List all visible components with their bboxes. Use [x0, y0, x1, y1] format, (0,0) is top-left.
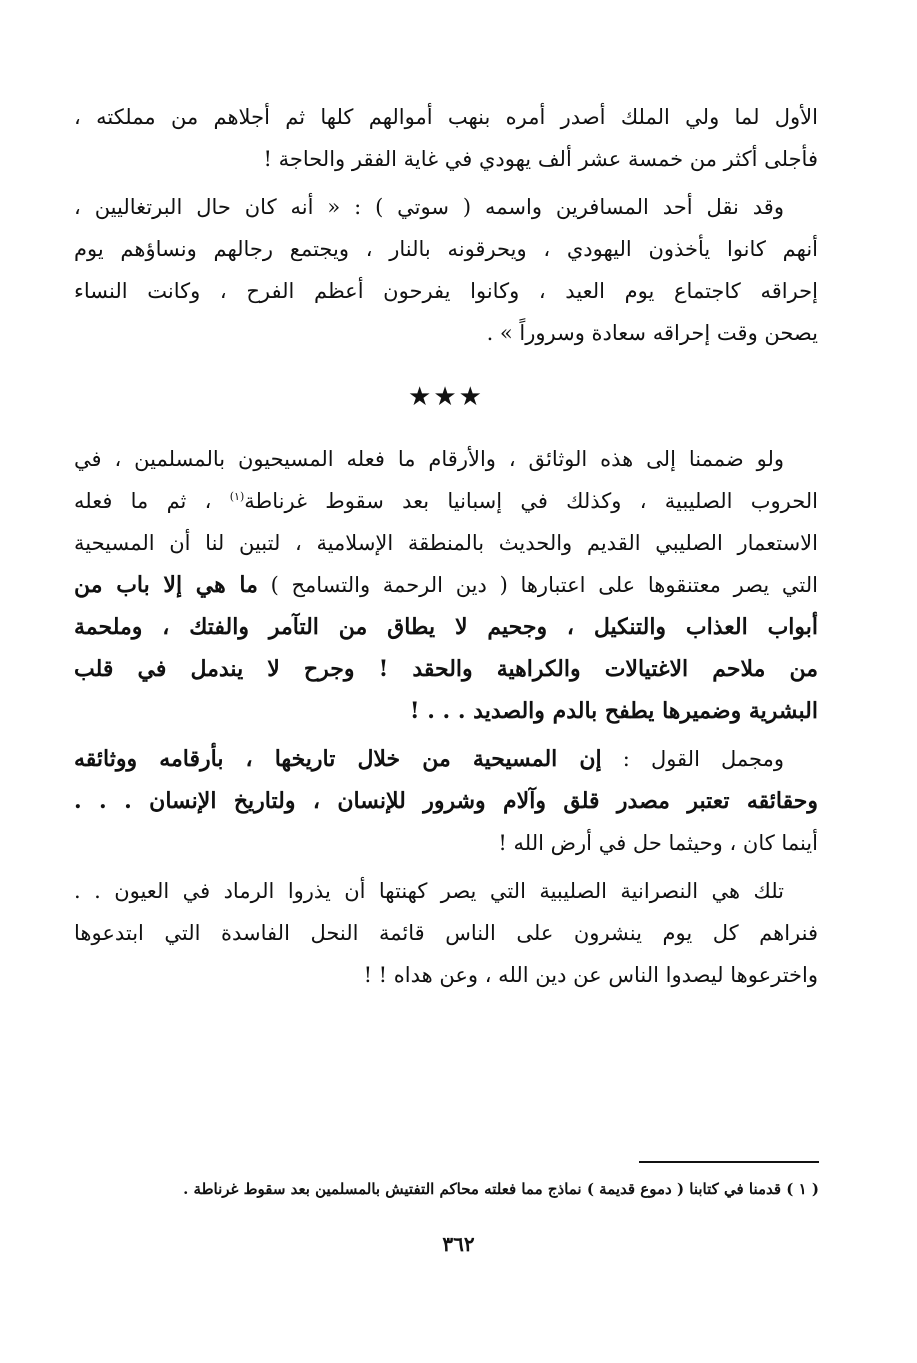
text-segment: ومجمل القول : [601, 747, 784, 771]
section-separator-stars: ★★★ [408, 382, 484, 412]
paragraph-5 [74, 870, 818, 996]
text-line: الاستعمار الصليبي القديم والحديث بالمنطقة الإسلامية ، لتبين لنا أن المسيحية [74, 531, 818, 555]
emphasis-text: إن المسيحية من خلال تاريخها ، بأرقامه ووثائقه [74, 746, 602, 772]
emphasis-line: أبواب العذاب والتنكيل ، وجحيم لا يطاق من التآمر والفتك ، وملحمة [74, 614, 818, 640]
text-line [74, 564, 818, 606]
text-line [74, 480, 818, 522]
text-line: إحراقه كاجتماع يوم العيد ، وكانوا يفرحون أعظم الفرح ، وكانت النساء [74, 279, 818, 303]
footnote: ( ١ ) قدمنا في كتابنا ( دموع قديمة ) نماذج مما فعلته محاكم التفتيش بالمسلمين بعد سقوط غرناطة . [183, 1180, 819, 1198]
text-segment: الحروب الصليبية ، وكذلك في إسبانيا بعد سقوط غرناطة [244, 489, 818, 513]
footnote-reference: (١) [229, 490, 245, 503]
text-line: فنراهم كل يوم ينشرون على الناس قائمة النحل الفاسدة التي ابتدعوها [74, 921, 818, 945]
paragraph-4 [74, 738, 818, 864]
emphasis-text: ما هي إلا باب من [74, 572, 258, 598]
emphasis-line: وحقائقه تعتبر مصدر قلق وآلام وشرور للإنسان ، ولتاريخ الإنسان . . . [74, 788, 818, 814]
paragraph-1 [74, 96, 818, 180]
text-line [74, 738, 818, 780]
text-segment: ، ثم ما فعله [74, 489, 230, 513]
emphasis-line: من ملاحم الاغتيالات والكراهية والحقد ! وجرح لا يندمل في قلب [74, 656, 818, 682]
emphasis-line: البشرية وضميرها يطفح بالدم والصديد . . . ! [409, 698, 818, 724]
paragraph-3 [74, 438, 818, 732]
text-line: الأول لما ولي الملك أصدر أمره بنهب أموالهم كلها ثم أجلاهم من مملكته ، [74, 105, 818, 129]
page-body [74, 96, 818, 996]
text-line: أينما كان ، وحيثما حل في أرض الله ! [498, 831, 818, 855]
text-line: واخترعوها ليصدوا الناس عن دين الله ، وعن هداه ! ! [363, 963, 818, 987]
page-number: ٣٦٢ [442, 1232, 475, 1256]
text-line: أنهم كانوا يأخذون اليهودي ، ويحرقونه بالنار ، ويجتمع رجالهم ونساؤهم يوم [74, 237, 818, 261]
text-line: ولو ضممنا إلى هذه الوثائق ، والأرقام ما فعله المسيحيون بالمسلمين ، في [74, 447, 784, 471]
text-line: يصحن وقت إحراقه سعادة وسروراً » . [486, 321, 818, 345]
text-line: تلك هي النصرانية الصليبية التي يصر كهنتها أن يذروا الرماد في العيون . . [74, 879, 784, 903]
paragraph-2 [74, 186, 818, 354]
footnote-divider [639, 1161, 819, 1163]
text-line: فأجلى أكثر من خمسة عشر ألف يهودي في غاية الفقر والحاجة ! [263, 147, 818, 171]
text-segment: التي يصر معتنقوها على اعتبارها ( دين الرحمة والتسامح ) [257, 573, 818, 597]
text-line: وقد نقل أحد المسافرين واسمه ( سوتي ) : « أنه كان حال البرتغاليين ، [74, 195, 784, 219]
